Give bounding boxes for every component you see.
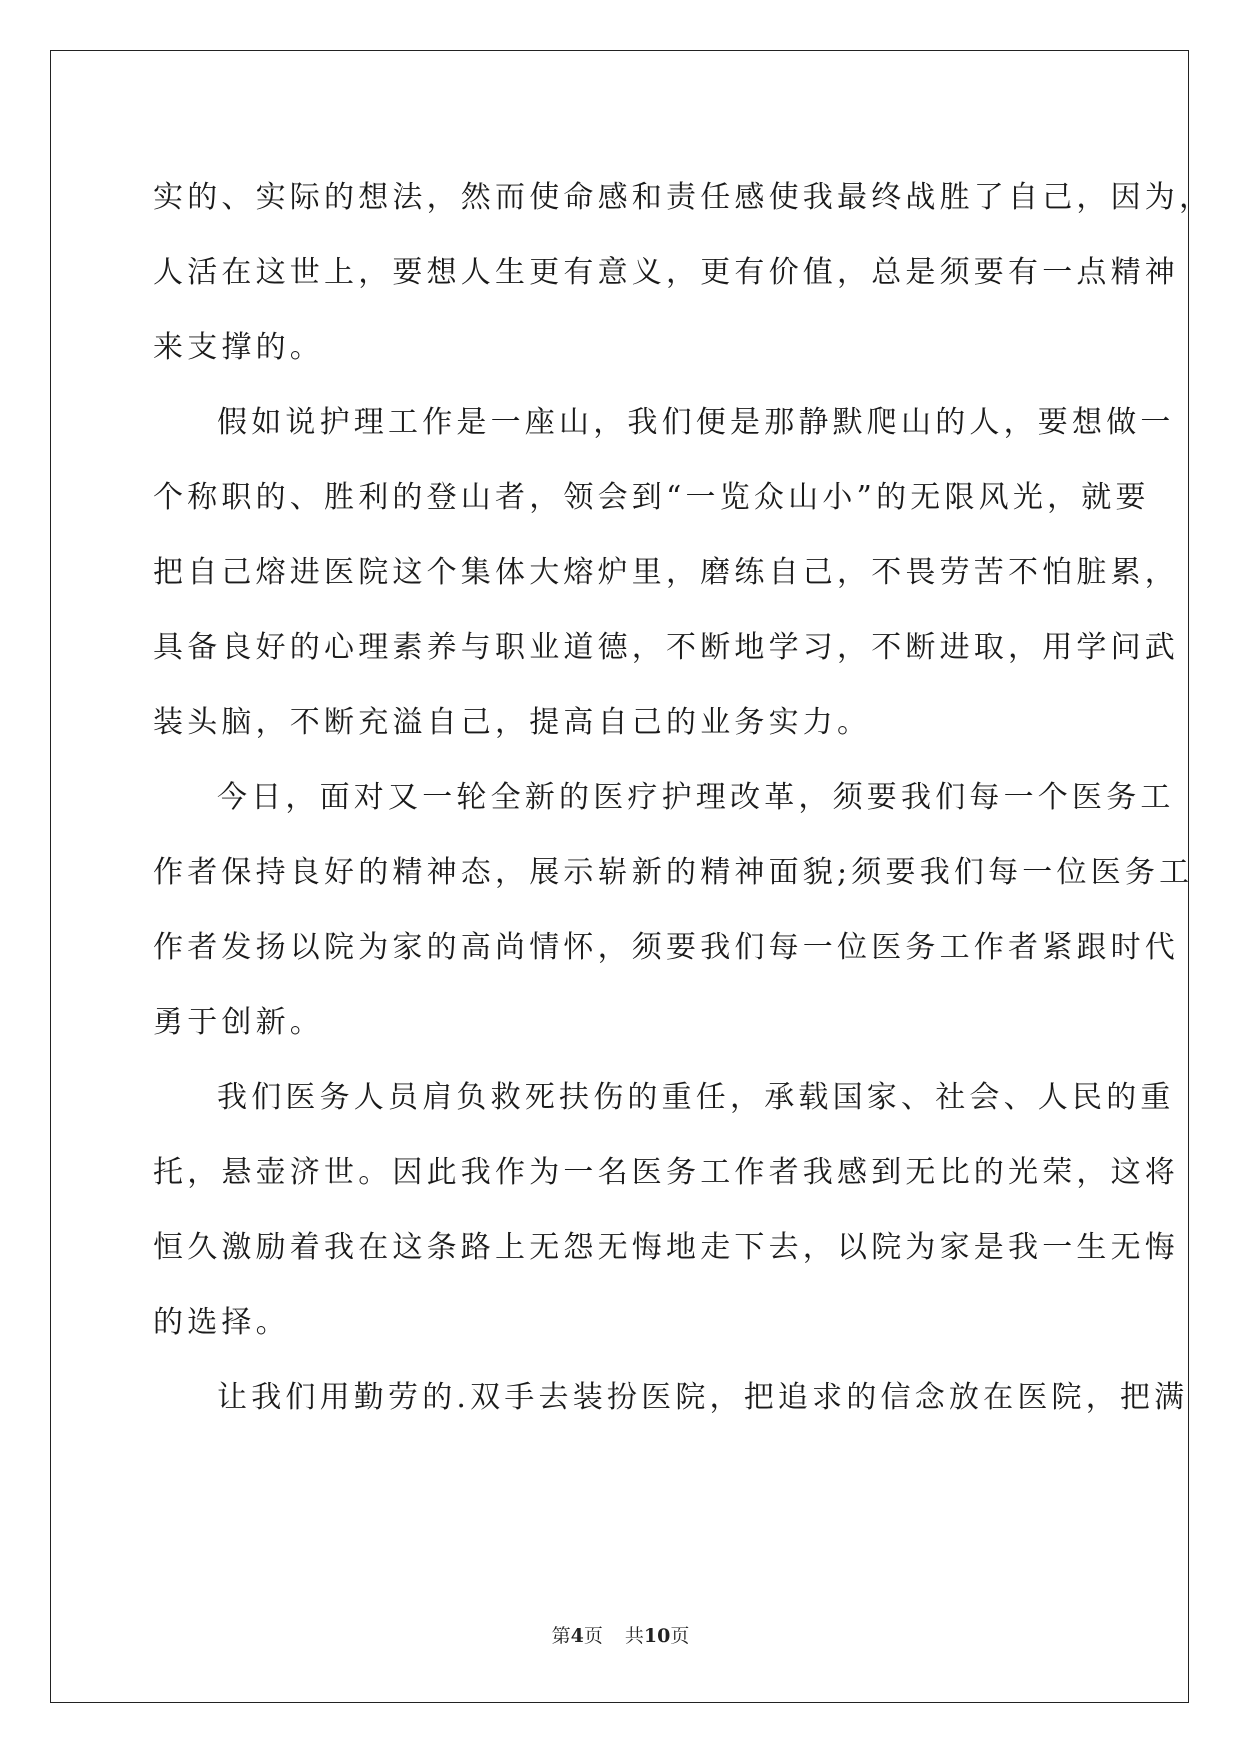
document-body [153,160,1214,1435]
text-line-16: 的选择。 [153,1305,290,1340]
text-line-13: 我们医务人员肩负救死扶伤的重任，承载国家、社会、人民的重 [217,1080,1175,1115]
text-line-5: 个称职的、胜利的登山者，领会到“一览众山小”的无限风光，就要 [153,480,1150,515]
page-footer [0,1621,1241,1648]
text-line-14: 托，悬壶济世。因此我作为一名医务工作者我感到无比的光荣，这将 [153,1155,1179,1190]
text-line-15: 恒久激励着我在这条路上无怨无悔地走下去，以院为家是我一生无悔 [153,1230,1179,1265]
text-line-2: 人活在这世上，要想人生更有意义，更有价值，总是须要有一点精神 [153,255,1179,290]
text-line-4: 假如说护理工作是一座山，我们便是那静默爬山的人，要想做一 [217,405,1175,440]
text-line-8: 装头脑，不断充溢自己，提高自己的业务实力。 [153,705,872,740]
page-number: 4 [570,1625,584,1647]
text-line-3: 来支撑的。 [153,330,324,365]
text-line-10: 作者保持良好的精神态，展示崭新的精神面貌;须要我们每一位医务工 [153,855,1194,890]
text-line-1: 实的、实际的想法，然而使命感和责任感使我最终战胜了自己，因为， [153,180,1214,215]
total-label-prefix: 共 [624,1625,644,1647]
text-line-11: 作者发扬以院为家的高尚情怀，须要我们每一位医务工作者紧跟时代 [153,930,1179,965]
total-pages: 10 [643,1625,671,1647]
page-label-prefix: 第 [551,1625,571,1647]
text-line-7: 具备良好的心理素养与职业道德，不断地学习，不断进取，用学问武 [153,630,1179,665]
text-line-6: 把自己熔进医院这个集体大熔炉里，磨练自己，不畏劳苦不怕脏累， [153,555,1179,590]
total-label-suffix: 页 [670,1625,690,1647]
page-label-suffix: 页 [583,1625,603,1647]
text-line-12: 勇于创新。 [153,1005,324,1040]
text-line-9: 今日，面对又一轮全新的医疗护理改革，须要我们每一个医务工 [217,780,1175,815]
text-line-17: 让我们用勤劳的.双手去装扮医院，把追求的信念放在医院，把满 [217,1380,1189,1415]
